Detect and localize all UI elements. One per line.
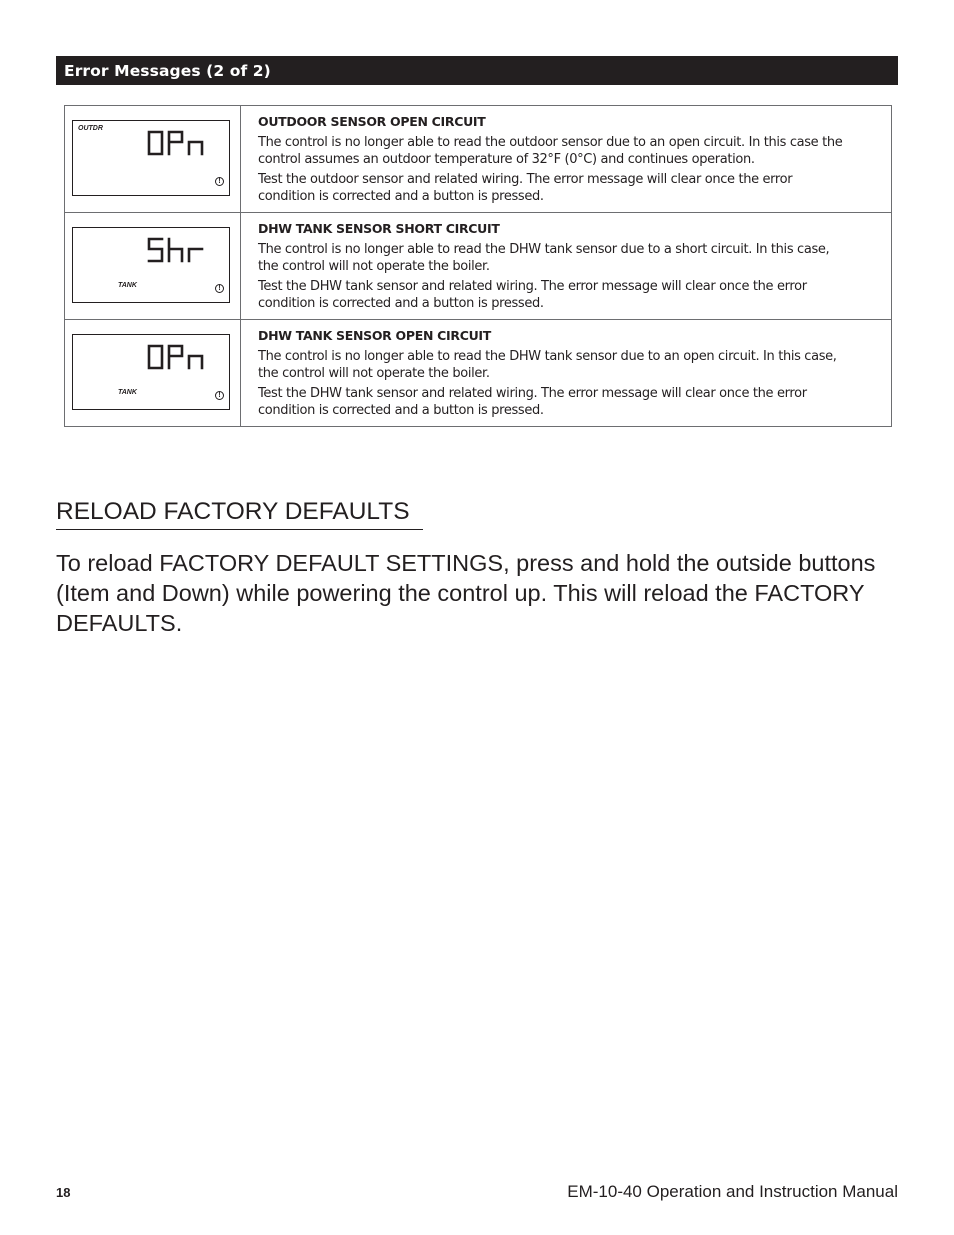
error-remedy: Test the outdoor sensor and related wiring. The error message will clear once the error condition is corrected and a button is pressed. [258,172,793,204]
description-cell [241,106,892,213]
lcd-digits-opn [147,344,209,370]
error-title: OUTDOOR SENSOR OPEN CIRCUIT [258,114,486,129]
lcd-display [72,120,230,196]
alert-circle-icon: ! [215,284,224,293]
error-remedy: Test the DHW tank sensor and related wiring. The error message will clear once the error condition is corrected and a button is pressed. [258,279,807,311]
error-description: The control is no longer able to read the DHW tank sensor due to an open circuit. In this case, the control will not operate the boiler. [258,349,837,381]
description-cell [241,320,892,427]
lcd-label-tank: TANK [118,389,137,396]
table-row [65,320,892,427]
description-cell [241,213,892,320]
section-header-bar [56,56,898,85]
lcd-display [72,227,230,303]
reload-defaults-body: To reload FACTORY DEFAULT SETTINGS, press and hold the outside buttons (Item and Down) while powering the control up. This will reload the FACTORY DEFAULTS. [56,550,876,636]
lcd-digits-opn [147,130,209,156]
error-description: The control is no longer able to read the DHW tank sensor due to a short circuit. In this case, the control will not operate the boiler. [258,242,830,274]
table-row [65,213,892,320]
lcd-label-outdr: OUTDR [78,125,103,132]
error-description: The control is no longer able to read the outdoor sensor due to an open circuit. In this case the control assumes an outdoor temperature of 32°F (0°C) and continues operation. [258,135,843,167]
lcd-digits [147,237,209,263]
lcd-cell [65,320,241,427]
lcd-digits-shr [147,237,209,263]
alert-circle-icon: ! [215,391,224,400]
error-remedy: Test the DHW tank sensor and related wiring. The error message will clear once the error condition is corrected and a button is pressed. [258,386,807,418]
lcd-label-tank: TANK [118,282,137,289]
lcd-display [72,334,230,410]
section-title: Error Messages (2 of 2) [64,61,271,80]
reload-defaults-heading: RELOAD FACTORY DEFAULTS [56,498,423,530]
lcd-cell [65,213,241,320]
error-title: DHW TANK SENSOR OPEN CIRCUIT [258,328,492,343]
error-messages-table [64,105,892,427]
lcd-cell [65,106,241,213]
table-row [65,106,892,213]
page-number: 18 [56,1185,71,1200]
lcd-digits [147,344,209,370]
lcd-digits [147,130,209,156]
manual-title: EM-10-40 Operation and Instruction Manual [567,1182,898,1201]
error-title: DHW TANK SENSOR SHORT CIRCUIT [258,221,500,236]
alert-circle-icon: ! [215,177,224,186]
